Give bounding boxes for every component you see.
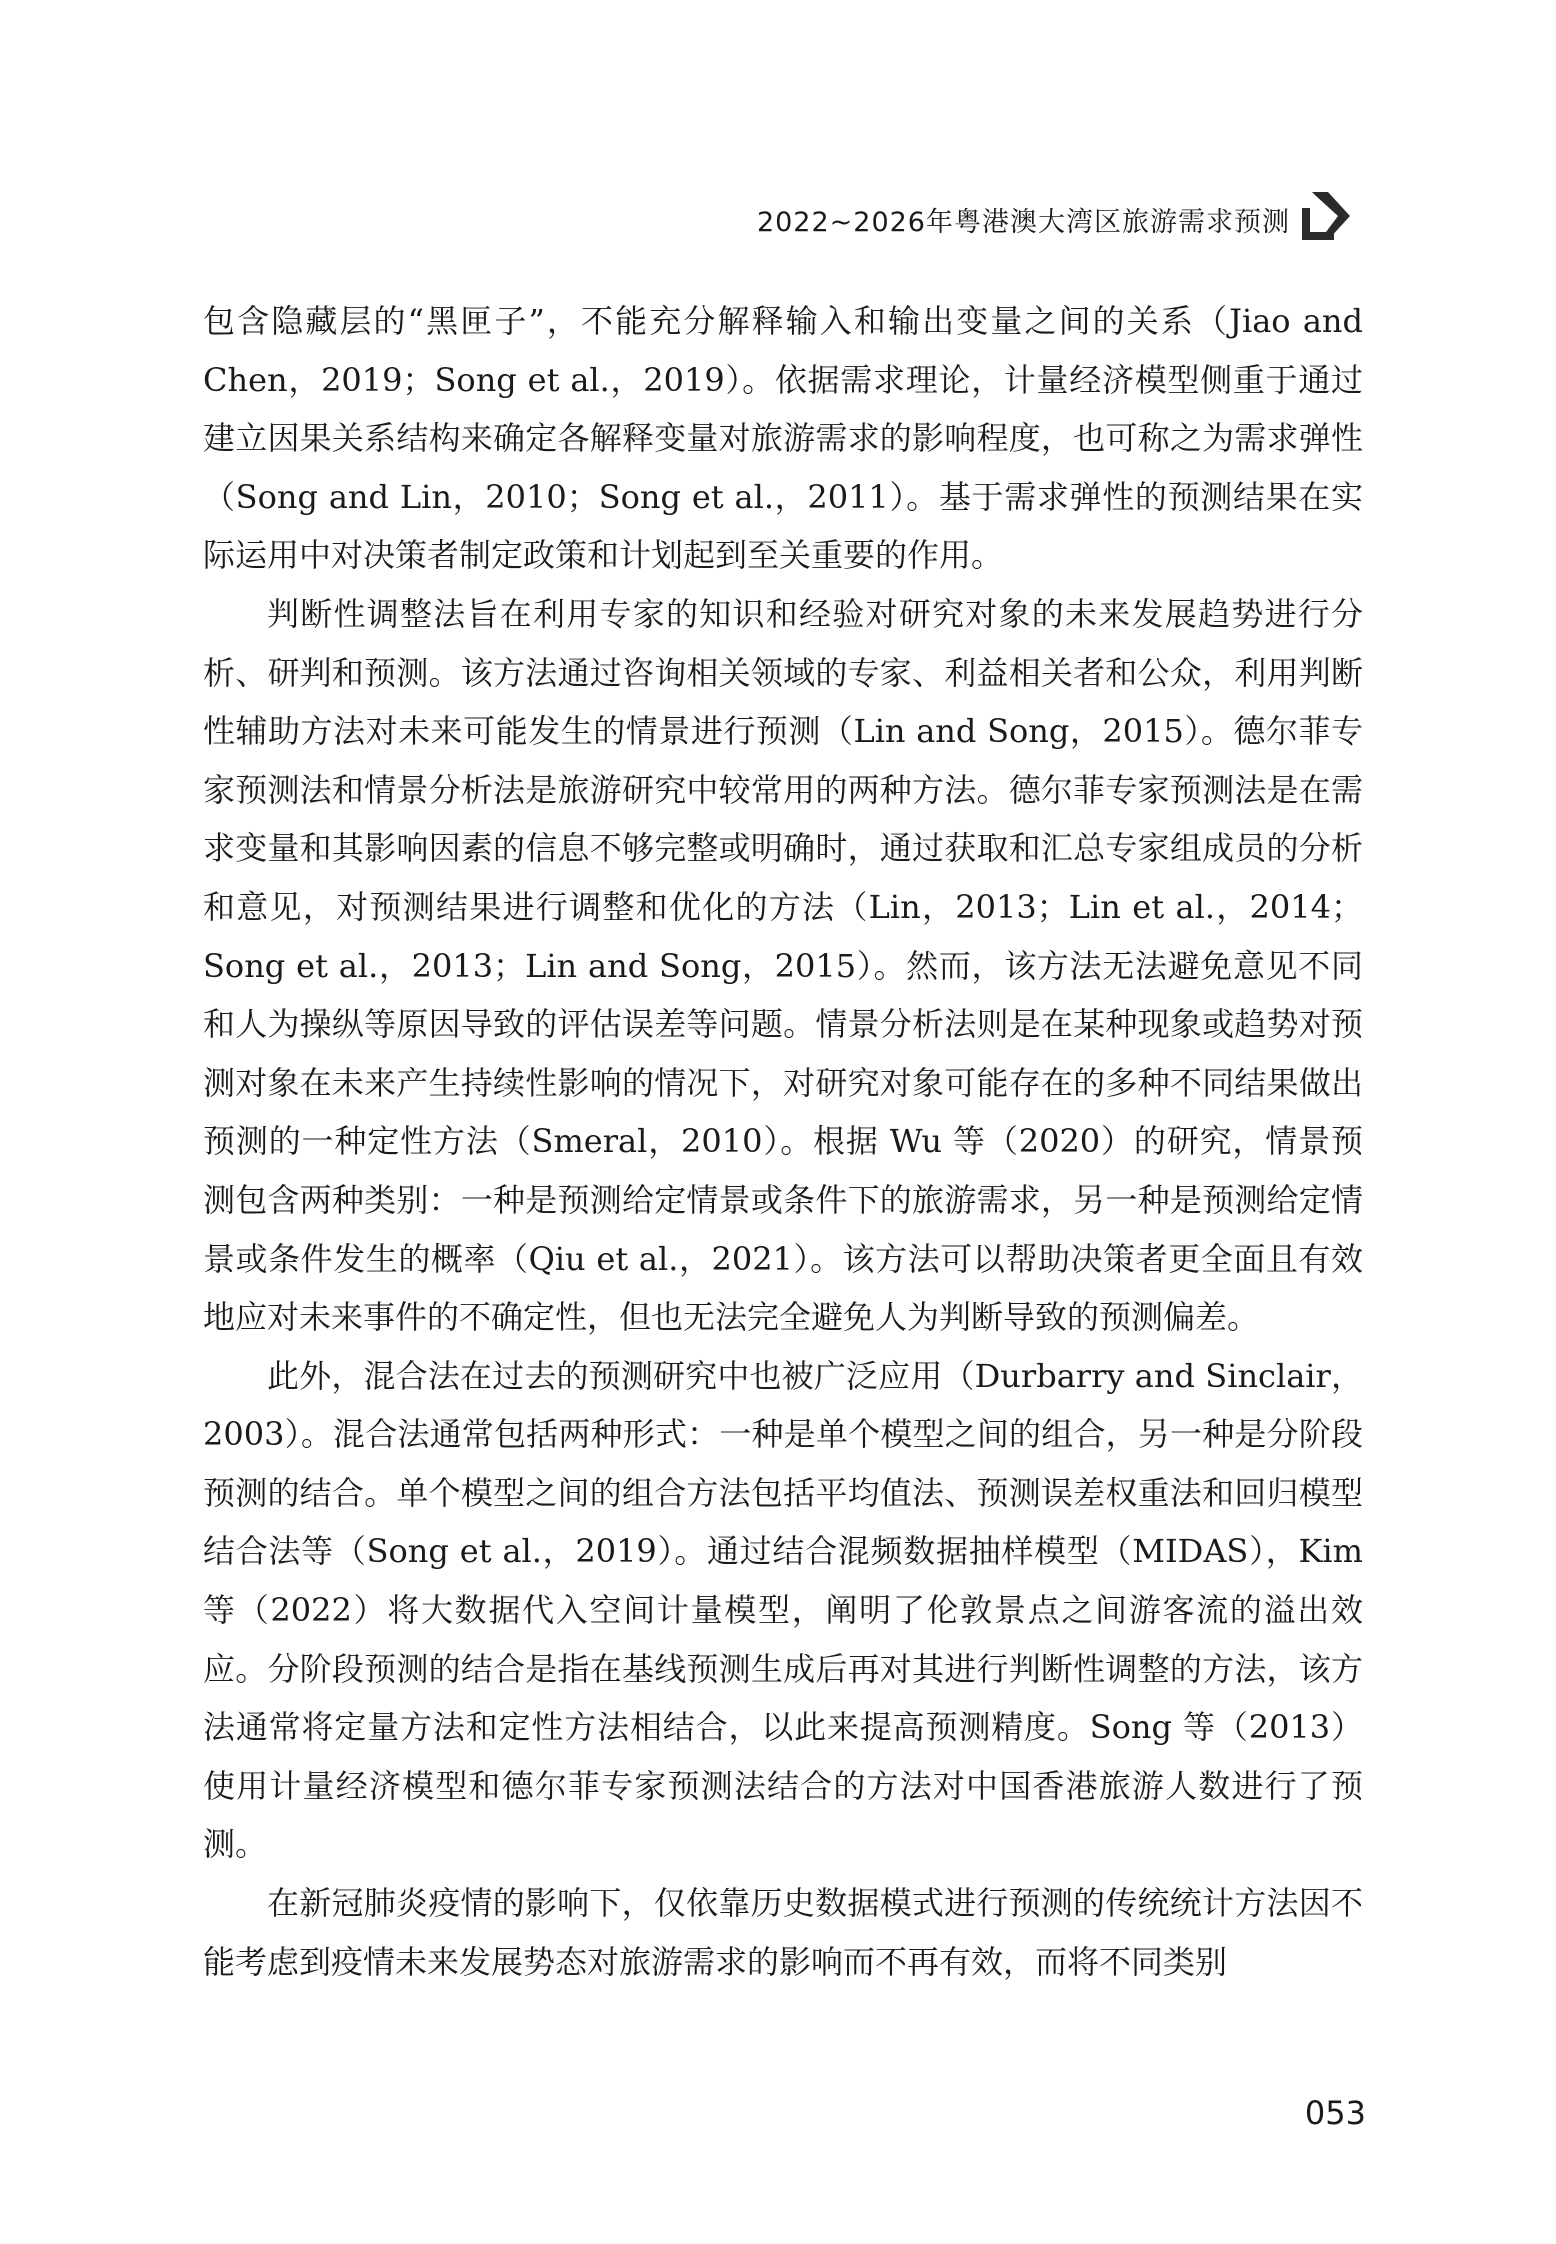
paragraph-continued: 包含隐藏层的“黑匣子”，不能充分解释输入和输出变量之间的关系（Jiao and Chen，2019；Song et al.，2019）。依据需求理论，计量经济模型侧重于通过建立因果关系结构来确定各解释变量对旅游需求的影响程度，也可称之为需求弹性（Song and Lin，2010；Song et al.，2011）。基于需求弹性的预测结果在实际运用中对决策者制定政策和计划起到至关重要的作用。 bbox=[203, 302, 1363, 575]
page-body bbox=[203, 292, 1363, 1991]
page-number: 053 bbox=[1304, 2094, 1366, 2132]
publisher-arrow-icon bbox=[1298, 188, 1362, 244]
paragraph-judgmental-adjustment: 判断性调整法旨在利用专家的知识和经验对研究对象的未来发展趋势进行分析、研判和预测。该方法通过咨询相关领域的专家、利益相关者和公众，利用判断性辅助方法对未来可能发生的情景进行预测（Lin and Song，2015）。德尔菲专家预测法和情景分析法是旅游研究中较常用的两种方法。德尔菲专家预测法是在需求变量和其影响因素的信息不够完整或明确时，通过获取和汇总专家组成员的分析和意见，对预测结果进行调整和优化的方法（Lin，2013；Lin et al.，2014；Song et al.，2013；Lin and Song，2015）。然而，该方法无法避免意见不同和人为操纵等原因导致的评估误差等问题。情景分析法则是在某种现象或趋势对预测对象在未来产生持续性影响的情况下，对研究对象可能存在的多种不同结果做出预测的一种定性方法（Smeral，2010）。根据 Wu 等（2020）的研究，情景预测包含两种类别：一种是预测给定情景或条件下的旅游需求，另一种是预测给定情景或条件发生的概率（Qiu et al.，2021）。该方法可以帮助决策者更全面且有效地应对未来事件的不确定性，但也无法完全避免人为判断导致的预测偏差。 bbox=[203, 594, 1363, 1337]
running-header-title: 2022~2026年粤港澳大湾区旅游需求预测 bbox=[756, 207, 1290, 238]
paragraph-covid-impact: 在新冠肺炎疫情的影响下，仅依靠历史数据模式进行预测的传统统计方法因不能考虑到疫情未来发展势态对旅游需求的影响而不再有效，而将不同类别 bbox=[203, 1884, 1363, 1981]
paragraph-hybrid-methods: 此外，混合法在过去的预测研究中也被广泛应用（Durbarry and Sinclair，2003）。混合法通常包括两种形式：一种是单个模型之间的组合，另一种是分阶段预测的结合。单个模型之间的组合方法包括平均值法、预测误差权重法和回归模型结合法等（Song et al.，2019）。通过结合混频数据抽样模型（MIDAS），Kim 等（2022）将大数据代入空间计量模型，阐明了伦敦景点之间游客流的溢出效应。分阶段预测的结合是指在基线预测生成后再对其进行判断性调整的方法，该方法通常将定量方法和定性方法相结合，以此来提高预测精度。Song 等（2013）使用计量经济模型和德尔菲专家预测法结合的方法对中国香港旅游人数进行了预测。 bbox=[203, 1356, 1363, 1864]
